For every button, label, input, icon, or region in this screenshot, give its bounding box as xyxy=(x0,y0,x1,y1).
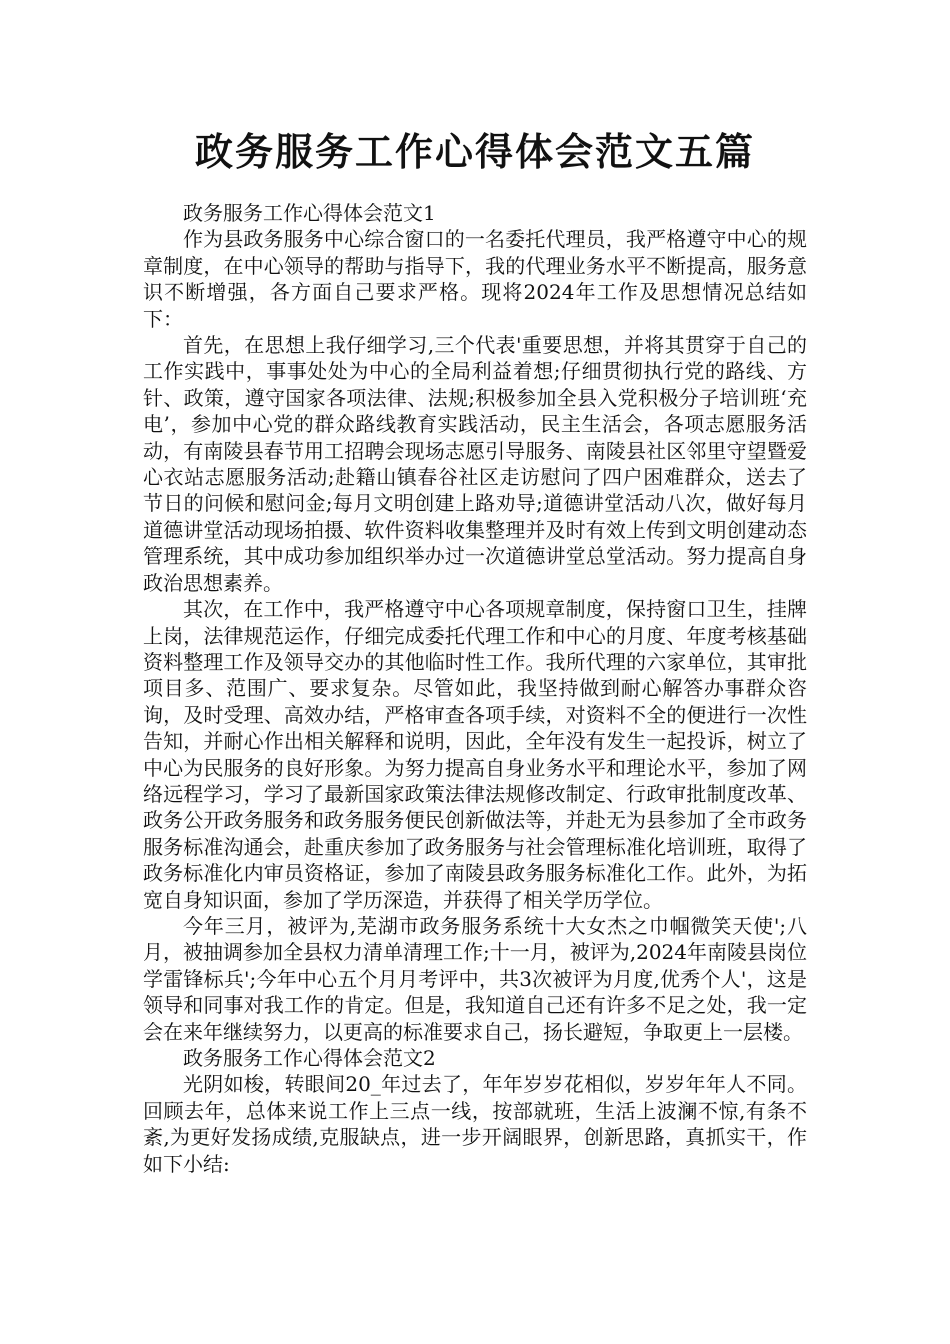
paragraph-ideology: 首先，在思想上我仔细学习,三个代表'重要思想，并将其贯穿于自己的工作实践中，事事处处为中心的全局利益着想;仔细贯彻执行党的路线、方针、政策，遵守国家各项法律、法规;积极参加全县入党积极分子培训班‘充电’，参加中心党的群众路线教育实践活动，民主生活会，各项志愿服务活动，有南陵县春节用工招聘会现场志愿引导服务、南陵县社区邻里守望暨爱心衣站志愿服务活动;赴籍山镇春谷社区走访慰问了四户困难群众，送去了节日的问候和慰问金;每月文明创建上路劝导;道德讲堂活动八次，做好每月道德讲堂活动现场拍摄、软件资料收集整理并及时有效上传到文明创建动态管理系统，其中成功参加组织举办过一次道德讲堂总堂活动。努力提高自身政治思想素养。 xyxy=(143,333,807,595)
document-body xyxy=(143,200,807,1177)
document-title: 政务服务工作心得体会范文五篇 xyxy=(194,130,755,174)
section-heading-2: 政务服务工作心得体会范文2 xyxy=(183,1046,436,1070)
paragraph-honors: 今年三月，被评为,芜湖市政务服务系统十大女杰之巾帼微笑天使';八月，被抽调参加全县权力清单清理工作;十一月，被评为,2024年南陵县岗位学雷锋标兵';今年中心五个月月考评中，共3次被评为月度,优秀个人'，这是领导和同事对我工作的肯定。但是，我知道自己还有许多不足之处，我一定会在来年继续努力，以更高的标准要求自己，扬长避短，争取更上一层楼。 xyxy=(143,913,807,1044)
paragraph-intro: 作为县政务服务中心综合窗口的一名委托代理员，我严格遵守中心的规章制度，在中心领导的帮助与指导下，我的代理业务水平不断提高，服务意识不断增强，各方面自己要求严格。现将2024年工作及思想情况总结如下： xyxy=(143,227,807,331)
paragraph-summary: 光阴如梭，转眼间20_年过去了，年年岁岁花相似，岁岁年年人不同。回顾去年，总体来说工作上三点一线，按部就班，生活上波澜不惊,有条不紊,为更好发扬成绩,克服缺点，进一步开阔眼界，创新思路，真抓实干，作如下小结: xyxy=(143,1072,807,1176)
section-heading-1: 政务服务工作心得体会范文1 xyxy=(183,201,436,225)
paragraph-work: 其次，在工作中，我严格遵守中心各项规章制度，保持窗口卫生，挂牌上岗，法律规范运作，仔细完成委托代理工作和中心的月度、年度考核基础资料整理工作及领导交办的其他临时性工作。我所代理的六家单位，其审批项目多、范围广、要求复杂。尽管如此，我坚持做到耐心解答办事群众咨询，及时受理、高效办结，严格审查各项手续，对资料不全的便进行一次性告知，并耐心作出相关解释和说明，因此，全年没有发生一起投诉，树立了中心为民服务的良好形象。为努力提高自身业务水平和理论水平，参加了网络远程学习，学习了最新国家政策法律法规修改制定、行政审批制度改革、政务公开政务服务和政务服务便民创新做法等，并赴无为县参加了全市政务服务标准沟通会，赴重庆参加了政务服务与社会管理标准化培训班，取得了政务标准化内审员资格证，参加了南陵县政务服务标准化工作。此外，为拓宽自身知识面，参加了学历深造，并获得了相关学历学位。 xyxy=(143,597,807,912)
